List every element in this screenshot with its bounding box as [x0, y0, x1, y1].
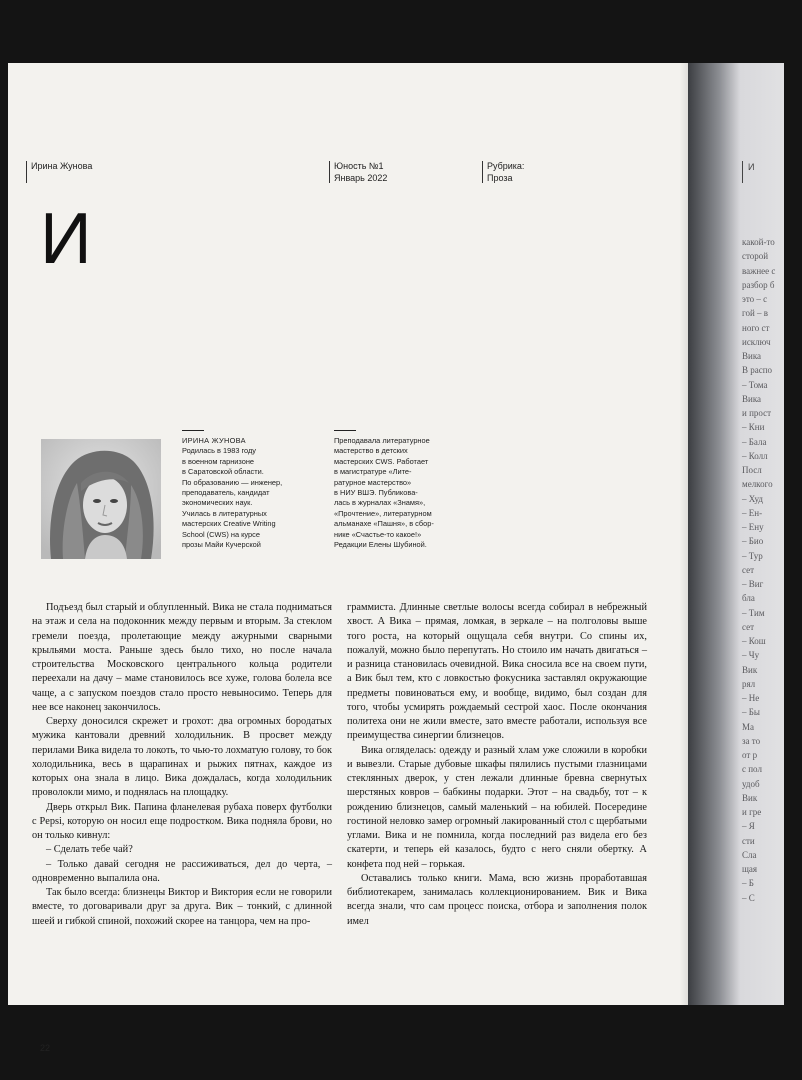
next-page-line: В распо [742, 365, 773, 376]
bio-dash [334, 430, 356, 431]
paragraph: Оставались только книги. Мама, всю жизнь проработавшая библиотекарем, занималась коллекционированием. Вик и Вика всегда знали, что сам процесс поиска, отбора и заполнения полок имел [347, 872, 647, 927]
bio-line: лась в журналах «Знамя», [334, 498, 426, 508]
next-page-line: – Тома [742, 379, 768, 390]
page-number: 22 [40, 1043, 51, 1053]
author-bio-left [182, 430, 322, 550]
next-page-line: Сла [742, 849, 757, 860]
bio-dash [182, 430, 204, 431]
next-page-line: – Я [742, 821, 755, 832]
next-page-line: – Био [742, 536, 764, 547]
bio-line: Преподавала литературное [334, 436, 430, 445]
page-shadow [688, 63, 740, 1005]
next-page-line: – Б [742, 878, 754, 889]
next-page-line: исключ [742, 336, 771, 347]
next-page-line: – Не [742, 693, 760, 703]
next-page-line: Ма [742, 721, 754, 732]
header-divider [329, 161, 330, 183]
next-page-line: сет [742, 621, 755, 632]
next-page-line: – Бала [742, 436, 767, 447]
body-column-left [32, 601, 332, 929]
bio-line: мастерских CWS. Работает [334, 456, 429, 466]
bio-line: ратурное мастерство» [334, 477, 412, 487]
next-page-line: – Колл [742, 450, 768, 461]
header-rubric-label: Рубрика: [487, 161, 525, 171]
next-page-line: разбор б [742, 279, 775, 290]
next-page-line: сти [742, 835, 755, 846]
next-page-line: Вик [742, 664, 758, 675]
next-page-line: – С [742, 892, 755, 903]
author-name: ИРИНА ЖУНОВА [182, 436, 246, 445]
next-header-divider [742, 161, 743, 183]
bio-line: в военном гарнизоне [182, 456, 255, 466]
next-page-line: – Бы [742, 707, 760, 718]
author-bio-right [334, 430, 484, 550]
next-page-line: – Виг [742, 579, 764, 589]
header-divider [26, 161, 27, 183]
next-page-line: Посл [742, 465, 762, 475]
magazine-page [8, 63, 698, 1053]
paragraph: Вика огляделась: одежду и разный хлам уже сложили в коробки и вывезли. Старые дубовые шкафы пялились пустыми глазницами стеклянных дверок, у стен лежали длинные бревна свернутых шерстяных ковров – бабкины подарки. Этот – на свадьбу, тот – к рождению близнецов, самый маленький – на юбилей. Посередине гостиной неловко замер огромный лакированный стол с щербатыми углами. Вика и не помнила, когда последний раз видела его без скатерти, и теперь ей казалось, будто с него сняли обертку. А конфета под ней – горькая. [347, 744, 647, 870]
next-page-text [742, 235, 802, 905]
next-page-line: ного ст [742, 322, 770, 333]
dialogue-line: – Только давай сегодня не рассиживаться, дел до черта, – одновременно выпалила она. [32, 858, 332, 884]
next-page-line: – Кош [742, 636, 766, 646]
dialogue-line: – Сделать тебе чай? [46, 844, 133, 856]
next-page-line: – Чу [742, 650, 760, 661]
bio-line: в НИУ ВШЭ. Публикова- [334, 488, 418, 498]
paragraph: Дверь открыл Вик. Папина фланелевая рубаха поверх футболки с Pepsi, которую он носил еще подростком. Вика подняла брови, но он только кивнул: [32, 801, 332, 841]
bio-line: мастерство в детских [334, 446, 408, 456]
next-page-line: гой – в [742, 308, 769, 319]
bio-line: в Саратовской области. [182, 467, 264, 477]
next-page-line: это – с [742, 294, 768, 304]
bio-line: мастерских Creative Writing [182, 519, 276, 529]
paragraph: Сверху доносился скрежет и грохот: два огромных бородатых мужика кантовали древний холодильник. В просвет между перилами Вика видела то локоть, то чью-то лохматую голову, то бок холодильника, весь в щарапинах и рыжих пятнах, каждое из которых она знала в лицо. Вика дождалась, когда холодильник проволокли мимо, и поднялась на площадку. [32, 716, 332, 799]
header-divider [482, 161, 483, 183]
bio-line: прозы Майи Кучерской [182, 540, 261, 550]
bio-line: «Прочтение», литературном [334, 508, 432, 518]
next-page-line: – Кни [742, 422, 765, 433]
next-page-line: – Тим [742, 607, 765, 618]
paragraph: граммиста. Длинные светлые волосы всегда собирал в небрежный хвост. А Вика – прямая, ломкая, в зеркале – на полголовы выше того роста, на который ощущала себя внутри. Со спины их, пожалуй, можно было перепутать. Но стоило им начать двигаться – и разница становилась очевидной. Вика сносила все на своем пути, а Вик был тем, кто с ловкостью фокусника заставлял окружающие предметы повиноваться ему, и вообще, видимо, был создан для того, чтобы усмирять рождаемый сестрой хаос. После окончания политеха они не жили вместе, зато вместе работали, используя все преимущества синергии близнецов. [347, 602, 647, 742]
header-issue-number: Юность №1 [334, 161, 384, 171]
body-column-right [347, 601, 647, 929]
next-page-line: щая [742, 864, 758, 874]
bio-line: Редакции Елены Шубиной. [334, 540, 427, 550]
next-page-line: рял [742, 678, 756, 689]
next-page-line: Вика [742, 393, 762, 404]
bio-line: По образованию — инженер, [182, 477, 283, 487]
header-rubric [487, 160, 524, 184]
next-page-line: – Худ [742, 493, 763, 504]
next-page-line: – Тур [742, 550, 763, 561]
paragraph: Так было всегда: близнецы Виктор и Виктория если не говорили вместе, то договаривали друг за друга. Вик – тонкий, с длинной шеей и гибкой спиной, похожий скорее на танцора, чем на про- [32, 887, 332, 927]
next-page-line: Вика [742, 351, 762, 361]
next-page-line: Вик [742, 792, 758, 803]
bio-line: в магистратуре «Лите- [334, 467, 412, 477]
next-page-line: какой-то [742, 237, 775, 247]
next-page-header: И [748, 162, 755, 172]
next-page-line: – Ену [742, 522, 764, 532]
title-initial: И [40, 199, 90, 279]
next-page-line: мелкого [742, 479, 773, 490]
header-author: Ирина Жунова [31, 161, 93, 171]
header-issue [334, 160, 387, 184]
next-page-line: и прост [742, 408, 772, 418]
next-page-line: сет [742, 564, 755, 575]
next-page-line: сторой [742, 251, 769, 262]
next-page-line: важнее с [742, 265, 776, 276]
bio-line: Училась в литературных [182, 508, 267, 518]
bio-line: School (CWS) на курсе [182, 529, 260, 539]
next-page-line: от р [742, 750, 758, 760]
bio-line: нике «Счастье-то какое!» [334, 529, 422, 539]
next-page-line: за то [742, 735, 761, 746]
author-photo [41, 439, 161, 559]
bio-line: Родилась в 1983 году [182, 446, 256, 456]
next-page-line: бла [742, 593, 755, 604]
next-page-edge [688, 63, 784, 1005]
next-page-line: с пол [742, 764, 762, 775]
bio-line: альманахе «Пашня», в сбор- [334, 519, 434, 529]
bio-line: экономических наук. [182, 498, 253, 508]
next-page-line: и гре [742, 807, 762, 817]
bio-line: преподаватель, кандидат [182, 488, 270, 498]
header-issue-date: Январь 2022 [334, 173, 388, 183]
header-rubric-value: Проза [487, 173, 513, 183]
next-page-line: – Ен- [742, 507, 763, 518]
paragraph: Подъезд был старый и облупленный. Вика не стала подниматься на этаж и села на подоконник между первым и вторым. За стеклом гремели поезда, пролетающие между ажурными сварными крыльями моста. Раньше здесь было тихо, но после начала строительства Московского центрального кольца родители переехали на дачу – маме становилось все хуже, голова болела все чаще, а с запуском поездов стало просто невыносимо. Теперь для нее все наконец закончилось. [32, 602, 332, 713]
next-page-line: удоб [742, 778, 760, 789]
